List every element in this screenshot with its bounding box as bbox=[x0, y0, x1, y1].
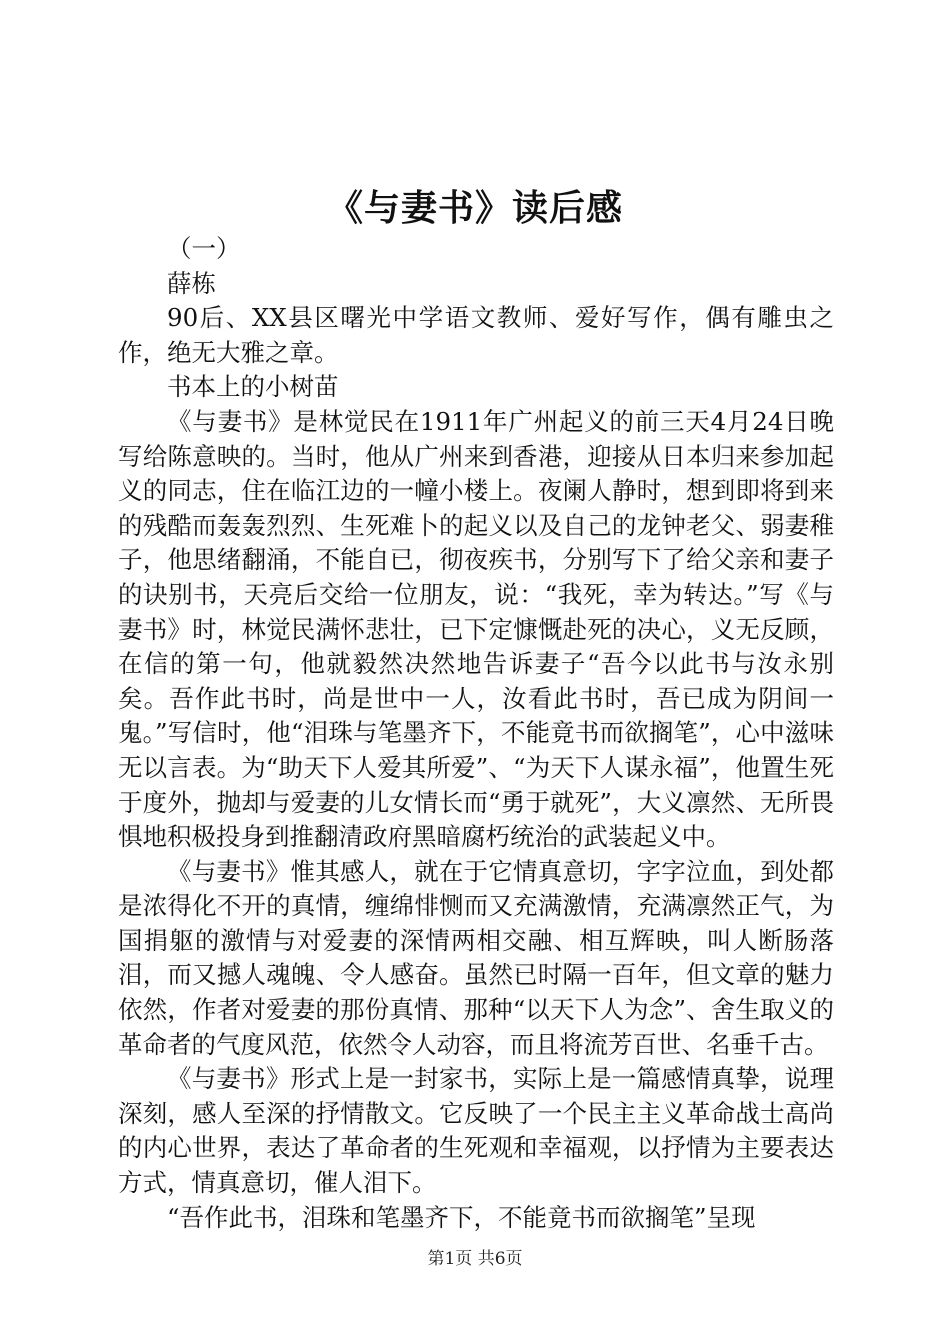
author-bio: 90后、XX县区曙光中学语文教师、爱好写作，偶有雕虫之作，绝无大雅之章。 bbox=[118, 303, 834, 367]
body-paragraph: 《与妻书》是林觉民在1911年广州起义的前三天4月24日晚写给陈意映的。当时，他从广州来到香港，迎接从日本归来参加起义的同志，住在临江边的一幢小楼上。夜阑人静时，想到即将到来的残酷而轰轰烈烈、生死难卜的起义以及自己的龙钟老父、弱妻稚子，他思绪翻涌，不能自已，彻夜疾书，分别写下了给父亲和妻子的诀别书，天亮后交给一位朋友，说：“我死，幸为转达。”写《与妻书》时，林觉民满怀悲壮，已下定慷慨赴死的决心，义无反顾，在信的第一句，他就毅然决然地告诉妻子“吾今以此书与汝永别矣。吾作此书时，尚是世中一人，汝看此书时，吾已成为阴间一鬼。”写信时，他“泪珠与笔墨齐下，不能竟书而欲搁笔”，心中滋味无以言表。为“助天下人爱其所爱”、“为天下人谋永福”，他置生死于度外，抛却与爱妻的儿女情长而“勇于就死”，大义凛然、无所畏惧地积极投身到推翻清政府黑暗腐朽统治的武装起义中。 bbox=[118, 406, 834, 852]
body-paragraph: 《与妻书》惟其感人，就在于它情真意切，字字泣血，到处都是浓得化不开的真情，缠绵悱恻而又充满激情，充满凛然正气，为国捐躯的激情与对爱妻的深情两相交融、相互辉映，叫人断肠落泪，而又撼人魂魄、令人感奋。虽然已时隔一百年，但文章的魅力依然，作者对爱妻的那份真情、那种“以天下人为念”、舍生取义的革命者的气度风范，依然令人动容，而且将流芳百世、名垂千古。 bbox=[118, 856, 834, 1059]
document-title: 《与妻书》读后感 bbox=[326, 187, 623, 229]
document-body bbox=[118, 232, 834, 1235]
author-name: 薛栋 bbox=[167, 268, 216, 298]
page-footer: 第1页 共6页 bbox=[427, 1249, 523, 1269]
body-paragraph: 《与妻书》形式上是一封家书，实际上是一篇感情真挚，说理深刻，感人至深的抒情散文。它反映了一个民主主义革命战士高尚的内心世界，表达了革命者的生死观和幸福观，以抒情为主要表达方式，情真意切，催人泪下。 bbox=[118, 1064, 834, 1198]
section-number: （一） bbox=[167, 234, 241, 263]
subtitle: 书本上的小树苗 bbox=[167, 372, 339, 402]
body-paragraph: “吾作此书，泪珠和笔墨齐下，不能竟书而欲搁笔”呈现 bbox=[167, 1202, 756, 1232]
